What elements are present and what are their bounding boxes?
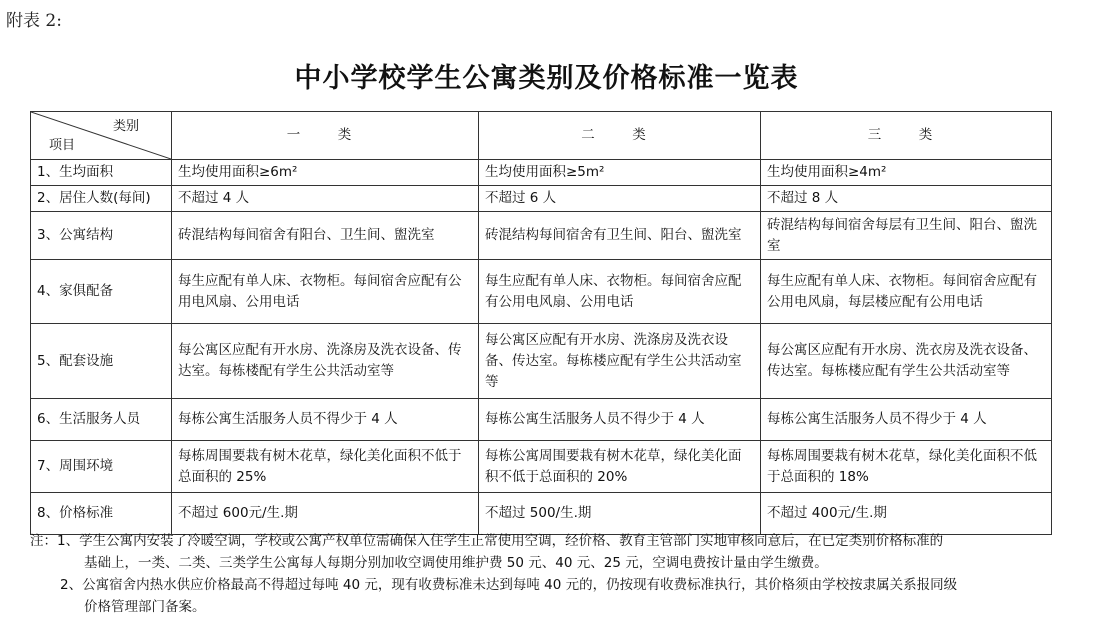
table-cell: 砖混结构每间宿舍有阳台、卫生间、盥洗室 xyxy=(172,212,479,260)
table-cell: 不超过 4 人 xyxy=(172,186,479,212)
table-cell: 每栋公寓生活服务人员不得少于 4 人 xyxy=(172,399,479,441)
row-item-label: 5、配套设施 xyxy=(31,324,172,399)
row-item-label: 1、生均面积 xyxy=(31,160,172,186)
table-cell: 砖混结构每间宿舍有卫生间、阳台、盥洗室 xyxy=(479,212,761,260)
page-title: 中小学校学生公寓类别及价格标准一览表 xyxy=(294,63,799,94)
notes-section xyxy=(30,530,1080,618)
table-cell: 每栋周围要栽有树木花草，绿化美化面积不低于总面积的 18% xyxy=(761,441,1052,493)
row-item-label: 2、居住人数(每间) xyxy=(31,186,172,212)
table-row xyxy=(31,186,1052,212)
table-row xyxy=(31,160,1052,186)
row-item-label: 7、周围环境 xyxy=(31,441,172,493)
category-label: 类别 xyxy=(112,119,139,134)
row-item-label: 8、价格标准 xyxy=(31,493,172,535)
column-header-class-2: 二 类 xyxy=(479,112,761,160)
column-header-class-1: 一 类 xyxy=(172,112,479,160)
table-cell: 每生应配有单人床、衣物柜。每间宿舍应配有公用电风扇、公用电话 xyxy=(172,260,479,324)
note-1-line-2: 基础上，一类、二类、三类学生公寓每人每期分别加收空调使用维护费 50 元、40 元、25 元，空调电费按计量由学生缴费。 xyxy=(84,555,828,571)
table-cell: 不超过 8 人 xyxy=(761,186,1052,212)
table-cell: 每栋公寓生活服务人员不得少于 4 人 xyxy=(479,399,761,441)
diagonal-header-cell xyxy=(31,112,172,160)
table-cell: 每栋公寓生活服务人员不得少于 4 人 xyxy=(761,399,1052,441)
table-header-row xyxy=(31,112,1052,160)
note-2-line-1: 2、公寓宿舍内热水供应价格最高不得超过每吨 40 元，现有收费标准未达到每吨 40 元的，仍按现有收费标准执行，其价格须由学校按隶属关系报同级 xyxy=(60,577,958,593)
price-standard-table xyxy=(30,111,1052,535)
table-cell: 每公寓区应配有开水房、洗涤房及洗衣设备、传达室。每栋楼配有学生公共活动室等 xyxy=(172,324,479,399)
row-item-label: 6、生活服务人员 xyxy=(31,399,172,441)
table-cell: 砖混结构每间宿舍每层有卫生间、阳台、盥洗室 xyxy=(761,212,1052,260)
table-row xyxy=(31,399,1052,441)
table-cell: 每公寓区应配有开水房、洗涤房及洗衣设备、传达室。每栋楼应配有学生公共活动室等 xyxy=(479,324,761,399)
attachment-label: 附表 2: xyxy=(6,11,62,31)
column-header-class-3: 三 类 xyxy=(761,112,1052,160)
note-1-line-1: 注：1、学生公寓内安装了冷暖空调，学校或公寓产权单位需确保入住学生正常使用空调，经价格、教育主管部门实地审核同意后，在已定类别价格标准的 xyxy=(30,533,944,549)
table-row xyxy=(31,324,1052,399)
table-cell: 不超过 6 人 xyxy=(479,186,761,212)
table-cell: 每栋周围要栽有树木花草，绿化美化面积不低于总面积的 25% xyxy=(172,441,479,493)
item-label: 项目 xyxy=(49,138,76,153)
table-row xyxy=(31,493,1052,535)
table-cell: 不超过 400元/生.期 xyxy=(761,493,1052,535)
table-cell: 不超过 600元/生.期 xyxy=(172,493,479,535)
table-cell: 不超过 500/生.期 xyxy=(479,493,761,535)
table-cell: 生均使用面积≥6m² xyxy=(172,160,479,186)
table-cell: 每生应配有单人床、衣物柜。每间宿舍应配有公用电风扇，每层楼应配有公用电话 xyxy=(761,260,1052,324)
row-item-label: 4、家俱配备 xyxy=(31,260,172,324)
table-cell: 每公寓区应配有开水房、洗衣房及洗衣设备、传达室。每栋楼应配有学生公共活动室等 xyxy=(761,324,1052,399)
table-cell: 每栋公寓周围要栽有树木花草，绿化美化面积不低于总面积的 20% xyxy=(479,441,761,493)
note-2-line-2: 价格管理部门备案。 xyxy=(84,599,206,615)
table-cell: 每生应配有单人床、衣物柜。每间宿舍应配有公用电风扇、公用电话 xyxy=(479,260,761,324)
table-row xyxy=(31,212,1052,260)
table-row xyxy=(31,260,1052,324)
table-cell: 生均使用面积≥4m² xyxy=(761,160,1052,186)
table-cell: 生均使用面积≥5m² xyxy=(479,160,761,186)
table-row xyxy=(31,441,1052,493)
row-item-label: 3、公寓结构 xyxy=(31,212,172,260)
